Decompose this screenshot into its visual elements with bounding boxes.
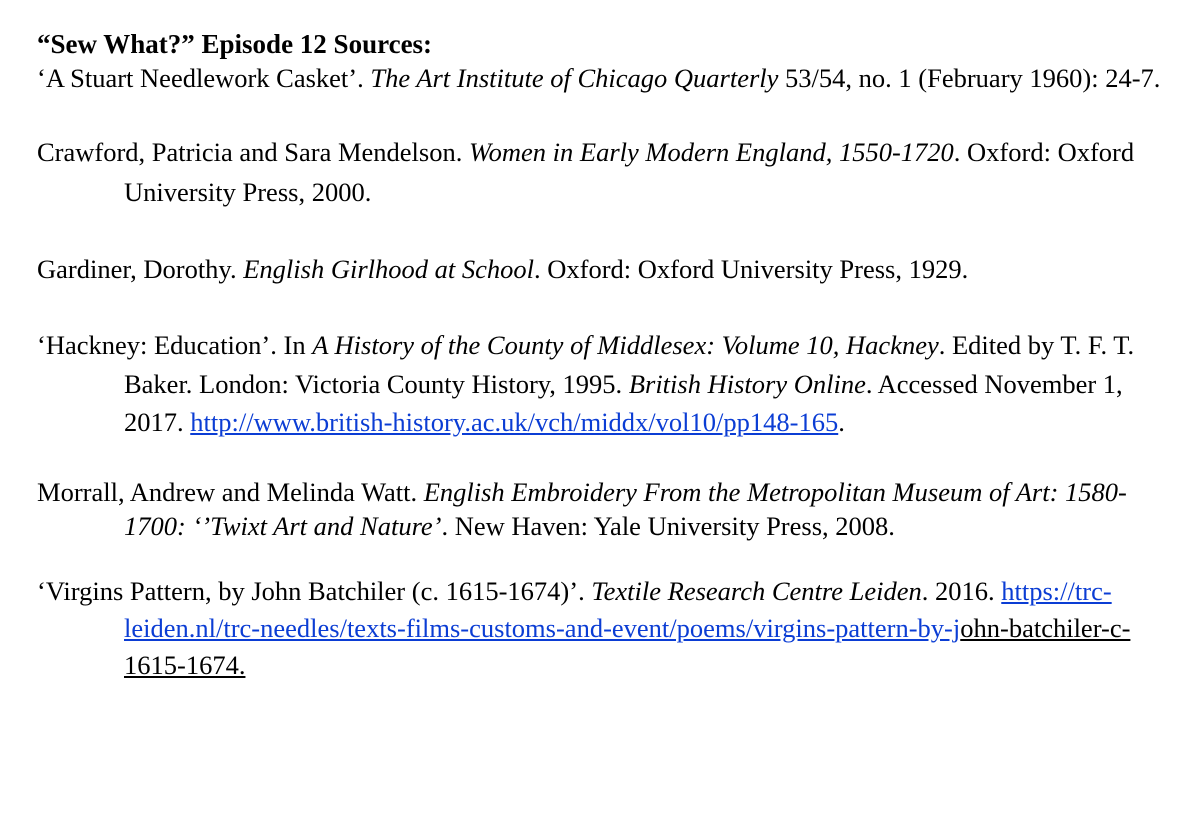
citation-link[interactable]: http://www.british-history.ac.uk/vch/middx/vol10/pp148-165 (190, 407, 839, 437)
citation-text: . (838, 407, 845, 437)
citation-italic: English Embroidery From the Metropolitan Museum of Art: 1580-1700: ‘’Twixt Art and Nature’ (124, 476, 1127, 541)
citation-text: . New Haven: Yale University Press, 2008. (441, 510, 895, 541)
citation-text: . 2016. (921, 575, 1002, 606)
citation-link-tail[interactable]: ohn-batchiler-c-1615-1674. (124, 612, 1131, 680)
citation-italic: Textile Research Centre Leiden (591, 575, 922, 606)
document-title: “Sew What?” Episode 12 Sources: (37, 29, 433, 59)
citation-text: Gardiner, Dorothy. (37, 254, 244, 284)
document-page (37, 27, 1177, 684)
citation-link[interactable]: https://trc-leiden.nl/trc-needles/texts-films-customs-and-event/poems/virgins-pattern-by-j (124, 575, 1112, 643)
citation-italic: Women in Early Modern England, 1550-1720 (468, 137, 954, 167)
citation-text: ‘Virgins Pattern, by John Batchiler (c. 1615-1674)’. (37, 575, 592, 606)
citation-2 (37, 132, 1177, 212)
citation-6 (37, 573, 1177, 684)
citation-text: . Edited by T. F. T. Baker. London: Victoria County History, 1995. (124, 330, 1135, 399)
citation-1 (37, 61, 1177, 95)
citation-text: 53/54, no. 1 (February 1960): 24-7. (778, 63, 1161, 93)
citation-text: ‘A Stuart Needlework Casket’. (37, 63, 371, 93)
citation-text: . Oxford: Oxford University Press, 2000. (124, 137, 1135, 207)
citation-text: Morrall, Andrew and Melinda Watt. (37, 476, 424, 507)
citation-text: . Oxford: Oxford University Press, 1929. (533, 254, 969, 284)
citation-4 (37, 326, 1177, 442)
citation-text: Crawford, Patricia and Sara Mendelson. (37, 137, 469, 167)
citation-3 (37, 249, 1177, 289)
citation-text: . Accessed November 1, 2017. (124, 368, 1123, 437)
citation-5 (37, 475, 1177, 543)
citation-italic: British History Online (628, 368, 866, 399)
citation-italic: The Art Institute of Chicago Quarterly (370, 63, 779, 93)
citation-italic: A History of the County of Middlesex: Volume 10, Hackney (312, 330, 939, 360)
citation-text: ‘Hackney: Education’. In (37, 330, 313, 360)
citation-italic: English Girlhood at School (243, 254, 534, 284)
